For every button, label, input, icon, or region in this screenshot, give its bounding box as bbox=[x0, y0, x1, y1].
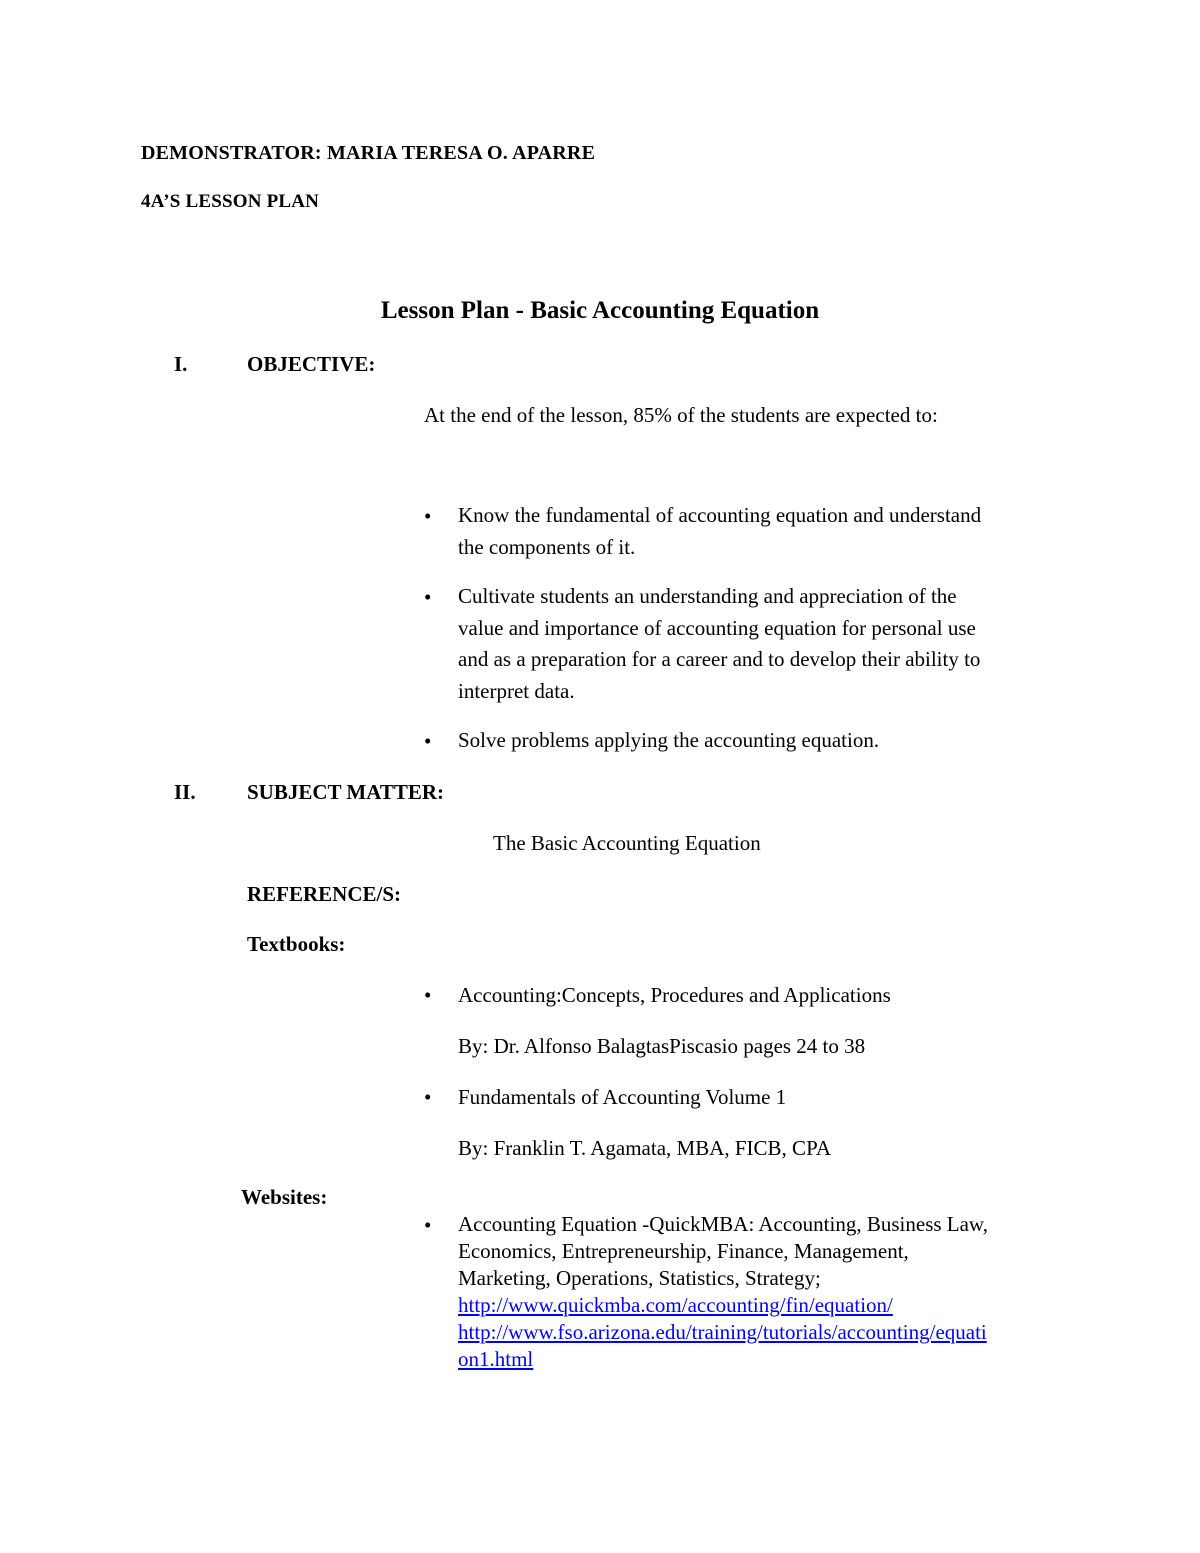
bullet-icon: • bbox=[424, 729, 432, 753]
bullet-icon: • bbox=[424, 983, 432, 1007]
subject-matter-heading: SUBJECT MATTER: bbox=[247, 780, 445, 804]
objective-bullet-1: Know the fundamental of accounting equation and understand the components of it. bbox=[458, 503, 982, 559]
section-number-subject-matter: II. bbox=[174, 780, 196, 804]
quickmba-link[interactable]: http://www.quickmba.com/accounting/fin/equation/ bbox=[458, 1293, 893, 1317]
objective-heading: OBJECTIVE: bbox=[247, 352, 376, 376]
bullet-icon: • bbox=[424, 1213, 432, 1237]
fso-arizona-link[interactable]: http://www.fso.arizona.edu/training/tutorials/accounting/equati bbox=[458, 1320, 987, 1344]
websites-heading: Websites: bbox=[241, 1185, 328, 1209]
textbook-2-title: Fundamentals of Accounting Volume 1 bbox=[458, 1085, 787, 1109]
fso-arizona-link-continued[interactable]: on1.html bbox=[458, 1347, 534, 1371]
textbook-1-title: Accounting:Concepts, Procedures and Applications bbox=[458, 983, 891, 1007]
lesson-plan-type: 4A’S LESSON PLAN bbox=[141, 191, 320, 212]
textbook-1-author: By: Dr. Alfonso BalagtasPiscasio pages 24 to 38 bbox=[458, 1034, 866, 1058]
textbook-2-author: By: Franklin T. Agamata, MBA, FICB, CPA bbox=[458, 1136, 831, 1160]
section-number-objective: I. bbox=[174, 352, 188, 376]
bullet-icon: • bbox=[424, 1085, 432, 1109]
objective-intro: At the end of the lesson, 85% of the students are expected to: bbox=[424, 403, 938, 427]
objective-bullet-3: Solve problems applying the accounting equation. bbox=[458, 728, 880, 752]
textbooks-heading: Textbooks: bbox=[247, 932, 346, 956]
subject-topic: The Basic Accounting Equation bbox=[493, 831, 761, 855]
objective-bullet-2: Cultivate students an understanding and appreciation of the value and importance of accounting equation for personal use and as a preparation for a career and to develop their ability to interpret data. bbox=[458, 584, 981, 703]
demonstrator-line: DEMONSTRATOR: MARIA TERESA O. APARRE bbox=[141, 142, 596, 164]
references-heading: REFERENCE/S: bbox=[247, 882, 402, 906]
bullet-icon: • bbox=[424, 585, 432, 609]
website-entry: Accounting Equation -QuickMBA: Accounting, Business Law, Economics, Entrepreneurship, Finance, Management, Marketing, Operations, Statistics, Strategy; http://www.quickmba.com/accounting/fin/equation/ http://www.fso.arizona.edu/training/tutorials/accounting/equati on1.html bbox=[458, 1212, 988, 1371]
bullet-icon: • bbox=[424, 504, 432, 528]
document-title: Lesson Plan - Basic Accounting Equation bbox=[380, 297, 820, 324]
